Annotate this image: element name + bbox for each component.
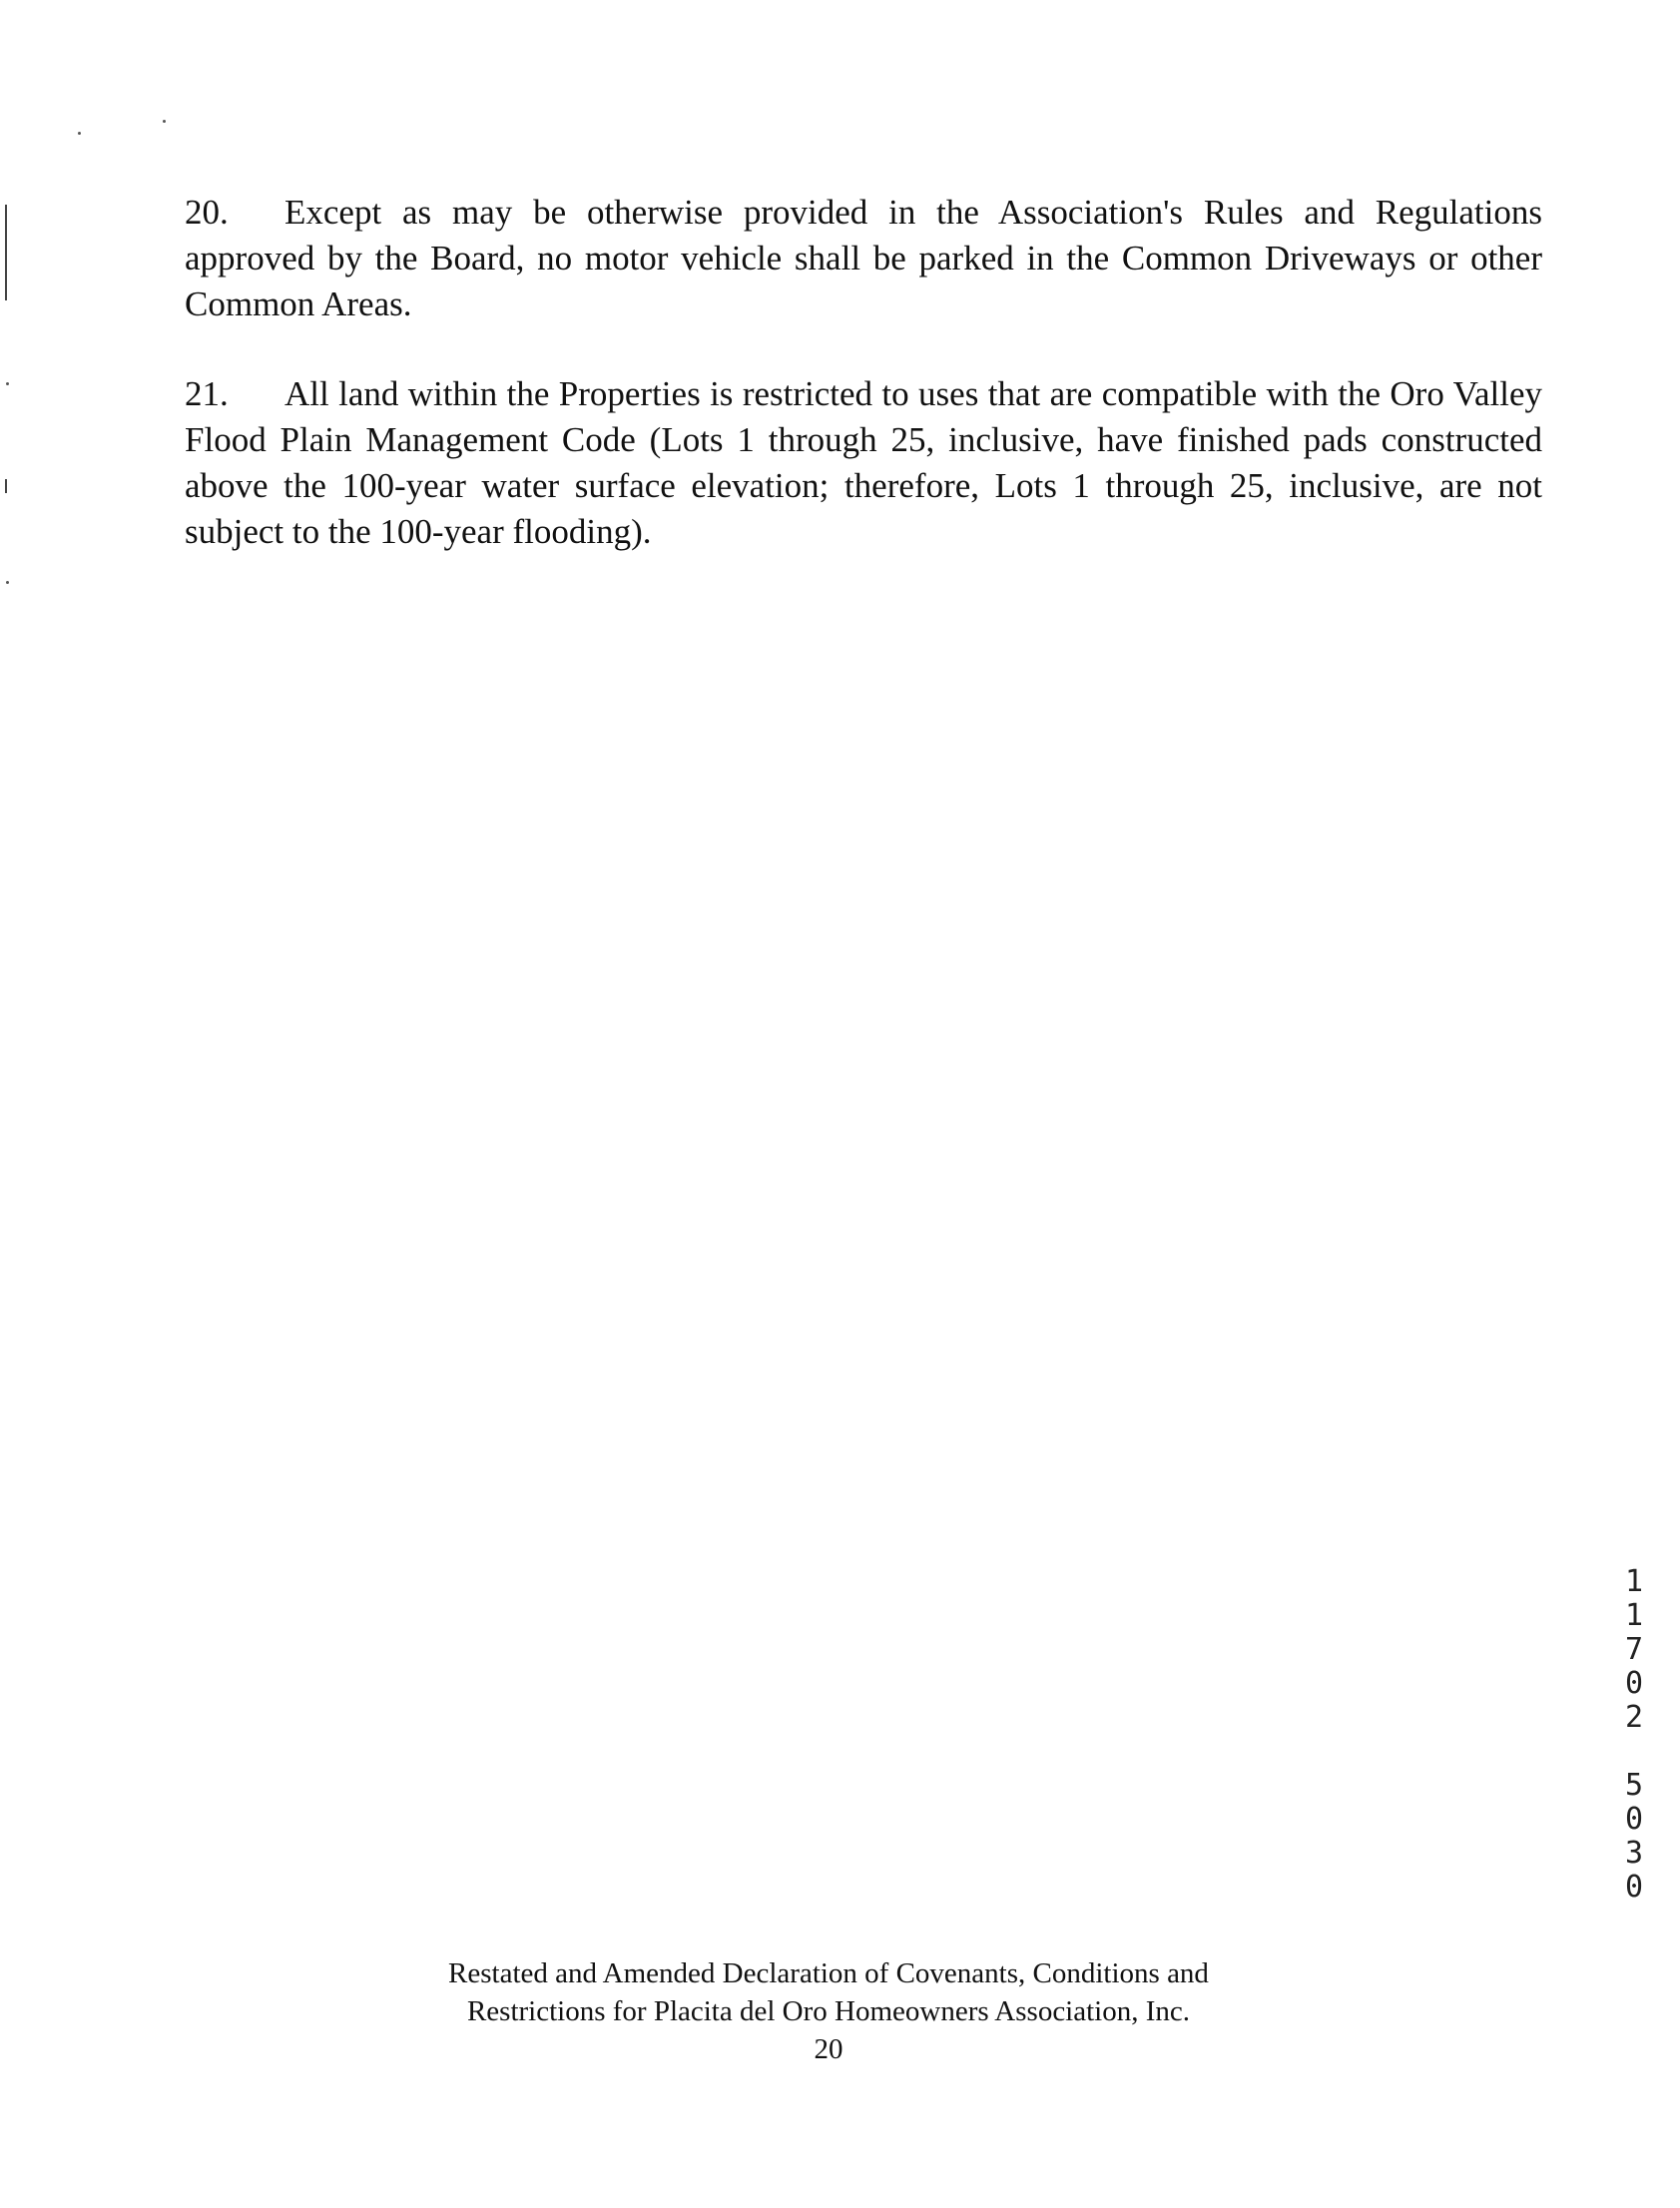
stamp-digit: 0 (1624, 1666, 1644, 1701)
paragraph-20 (185, 190, 1542, 327)
page-footer (329, 1954, 1328, 2068)
paragraph-text: Except as may be otherwise provided in the Association's Rules and Regulations approved by the Board, no motor vehicle shall be parked in the Common Driveways or other Common Areas. (185, 193, 1542, 323)
paragraph-21 (185, 371, 1542, 555)
paragraph-number: 21. (185, 374, 229, 413)
scan-dot (6, 382, 9, 385)
stamp-digit: 3 (1624, 1836, 1644, 1871)
page-number: 20 (814, 2033, 843, 2065)
scan-dot (6, 581, 9, 584)
stamp-digit: 7 (1624, 1632, 1644, 1667)
paragraph-text: All land within the Properties is restricted to uses that are compatible with the Oro Valley Flood Plain Management Code (Lots 1 through 25, inclusive, have finished pads constructed above the 100-year water surface elevation; therefore, Lots 1 through 25, inclusive, are not subject to the 100-year flooding). (185, 374, 1542, 551)
paragraph-number: 20. (185, 193, 229, 232)
stamp-digit: 2 (1624, 1700, 1644, 1735)
stamp-digit: 5 (1624, 1768, 1644, 1803)
footer-title-line-2: Restrictions for Placita del Oro Homeowners Association, Inc. (466, 1995, 1191, 2027)
stamp-digit: 0 (1624, 1802, 1644, 1837)
stamp-gap (1617, 1735, 1651, 1769)
recording-stamp (1617, 1565, 1651, 1905)
stamp-digit: 1 (1624, 1598, 1644, 1633)
footer-title-line-1: Restated and Amended Declaration of Covenants, Conditions and (448, 1957, 1209, 1989)
stamp-digit: 1 (1624, 1564, 1644, 1599)
scan-dot (163, 120, 166, 123)
scan-mark (5, 205, 7, 300)
scan-mark (5, 479, 7, 493)
scan-dot (78, 132, 81, 135)
stamp-digit: 0 (1624, 1870, 1644, 1905)
